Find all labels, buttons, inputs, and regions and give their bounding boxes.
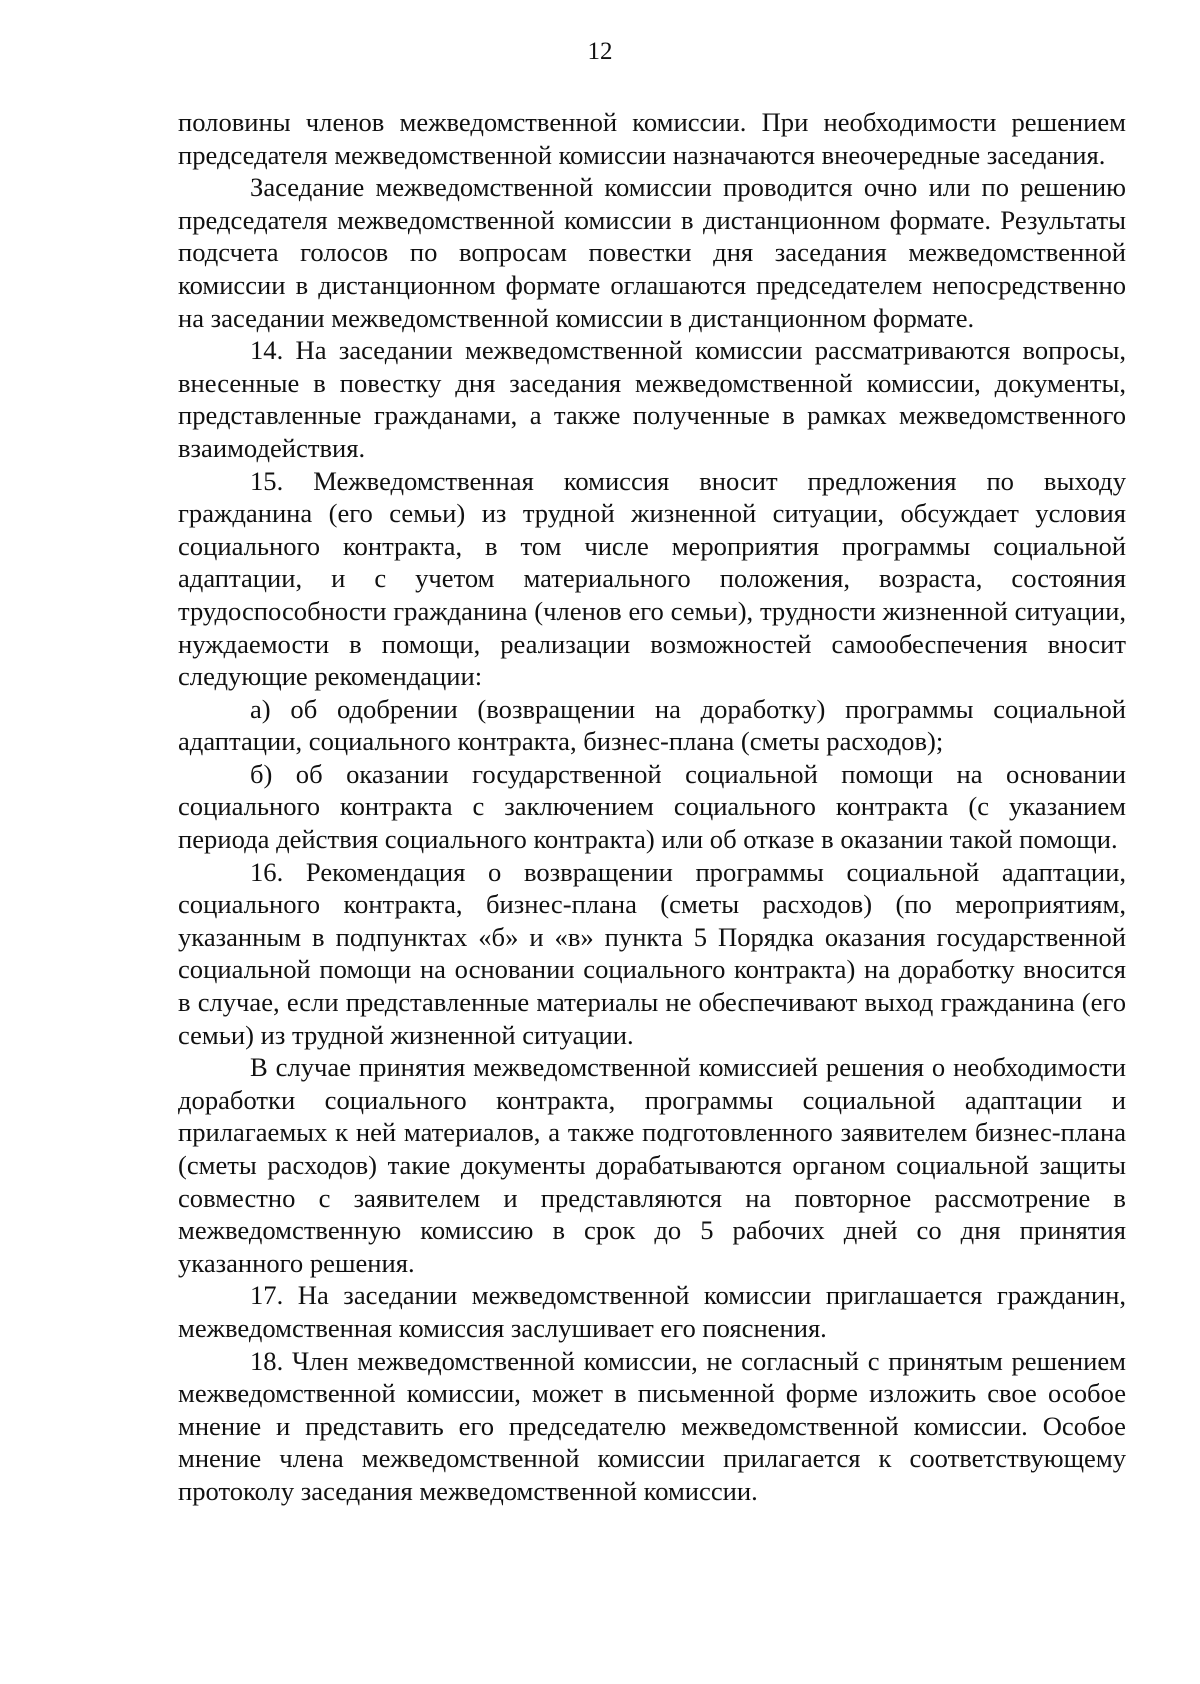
paragraph-item-17: 17. На заседании межведомственной комиссии приглашается гражданин, межведомственная комиссия заслушивает его пояснения. <box>178 1280 1126 1343</box>
paragraph-revision-case: В случае принятия межведомственной комиссией решения о необходимости доработки социального контракта, программы социальной адаптации и прилагаемых к ней материалов, а также подготовленного заявителем бизнес-плана (сметы расходов) такие документы дорабатываются органом социальной защиты совместно с заявителем и представляются на повторное рассмотрение в межведомственную комиссию в срок до 5 рабочих дней со дня принятия указанного решения. <box>178 1052 1126 1278</box>
paragraph-subitem-a: а) об одобрении (возвращении на доработку) программы социальной адаптации, социального контракта, бизнес-плана (сметы расходов); <box>178 693 1126 757</box>
page-number: 12 <box>587 38 613 65</box>
document-body <box>178 106 1126 1508</box>
paragraph-meeting-format: Заседание межведомственной комиссии проводится очно или по решению председателя межведомственной комиссии в дистанционном формате. Результаты подсчета голосов по вопросам повестки дня заседания межведомственной комиссии в дистанционном формате оглашаются председателем непосредственно на заседании межведомственной комиссии в дистанционном формате. <box>178 172 1126 333</box>
paragraph-item-16: 16. Рекомендация о возвращении программы социальной адаптации, социального контракта, бизнес-плана (сметы расходов) (по мероприятиям, указанным в подпунктах «б» и «в» пункта 5 Порядка оказания государственной социальной помощи на основании социального контракта) на доработку вносится в случае, если представленные материалы не обеспечивают выход гражданина (его семьи) из трудной жизненной ситуации. <box>178 856 1126 1050</box>
paragraph-subitem-b: б) об оказании государственной социальной помощи на основании социального контракта с заключением социального контракта (с указанием периода действия социального контракта) или об отказе в оказании такой помощи. <box>178 758 1126 855</box>
paragraph-item-18: 18. Член межведомственной комиссии, не согласный с принятым решением межведомственной комиссии, может в письменной форме изложить свое особое мнение и представить его председателю межведомственной комиссии. Особое мнение члена межведомственной комиссии прилагается к соответствующему протоколу заседания межведомственной комиссии. <box>178 1345 1126 1506</box>
paragraph-continuation: половины членов межведомственной комиссии. При необходимости решением председателя межведомственной комиссии назначаются внеочередные заседания. <box>178 107 1126 170</box>
paragraph-item-14: 14. На заседании межведомственной комиссии рассматриваются вопросы, внесенные в повестку дня заседания межведомственной комиссии, документы, представленные гражданами, а также полученные в рамках межведомственного взаимодействия. <box>178 335 1126 463</box>
paragraph-item-15: 15. Межведомственная комиссия вносит предложения по выходу гражданина (его семьи) из трудной жизненной ситуации, обсуждает условия социального контракта, в том числе мероприятия программы социальной адаптации, и с учетом материального положения, возраста, состояния трудоспособности гражданина (членов его семьи), трудности жизненной ситуации, нуждаемости в помощи, реализации возможностей самообеспечения вносит следующие рекомендации: <box>178 465 1126 692</box>
